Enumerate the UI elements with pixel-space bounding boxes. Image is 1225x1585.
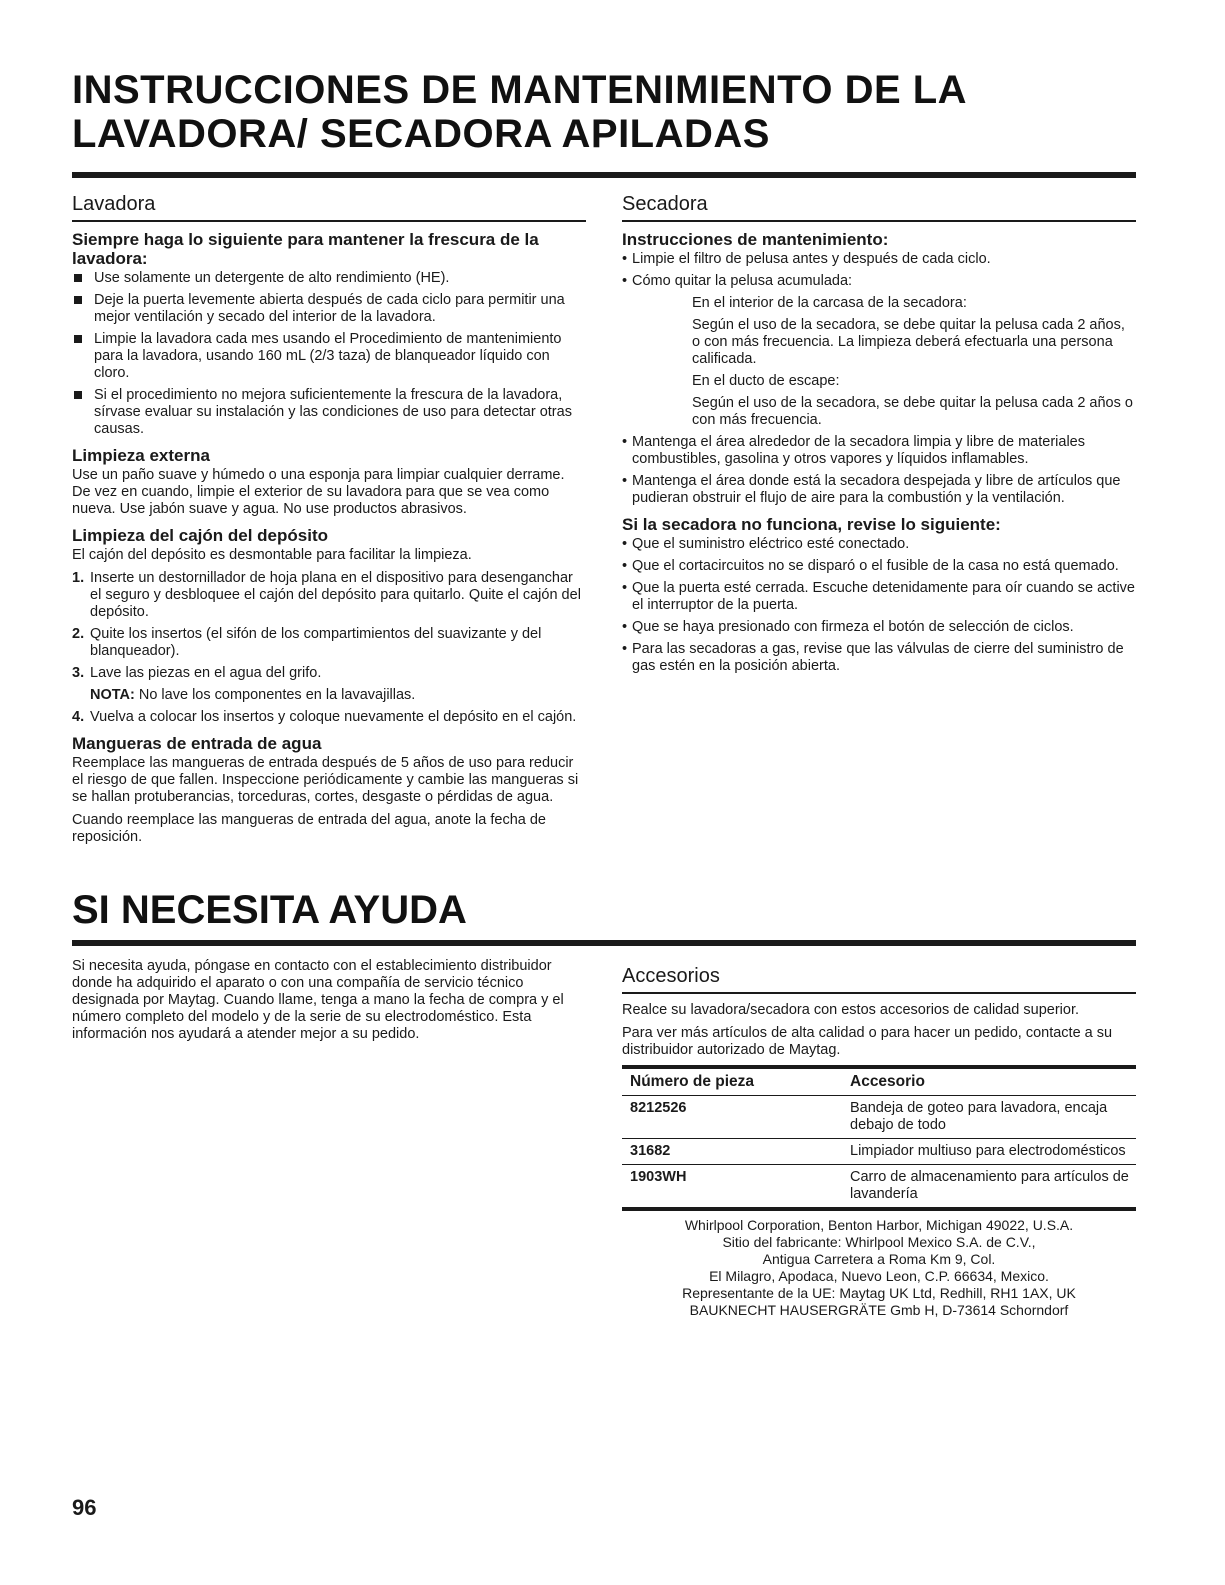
dryer-column <box>622 178 1136 852</box>
list-item: 2. Quite los insertos (el sifón de los compartimientos del suavizante y del blanqueador). <box>72 626 542 659</box>
list-item: • Que se haya presionado con firmeza el botón de selección de ciclos. <box>622 619 1074 635</box>
list-item: Deje la puerta levemente abierta después de cada ciclo para permitir una mejor ventilación y secado del interior de la lavadora. <box>72 292 586 326</box>
drawer-steps-cont <box>72 709 586 726</box>
page-title: INSTRUCCIONES DE MANTENIMIENTO DE LA LAVADORA/ SECADORA APILADAS <box>72 68 966 156</box>
accessory-name: Carro de almacenamiento para artículos de lavandería <box>842 1165 1136 1210</box>
dryer-rule <box>622 220 1136 222</box>
washer-heading: Lavadora <box>72 193 156 215</box>
accessories-column <box>622 946 1136 1319</box>
dryer-indent-4: Según el uso de la secadora, se debe quitar la pelusa cada 2 años o con más frecuencia. <box>692 395 1133 428</box>
list-item: • Cómo quitar la pelusa acumulada: <box>622 273 853 289</box>
list-item: • Mantenga el área donde está la secadora despejada y libre de artículos que pudieran obstruir el flujo de aire para la combustión y la ventilación. <box>622 473 1121 506</box>
dryer-maint-list <box>622 251 1136 290</box>
drawer-cleaning-heading: Limpieza del cajón del depósito <box>72 526 328 545</box>
bullet-icon: • <box>622 273 628 289</box>
list-item: 1. Inserte un destornillador de hoja plana en el dispositivo para desenganchar el seguro y desbloquee el cajón del depósito para quitarlo. Quite el cajón del depósito. <box>72 570 581 620</box>
list-item: • Para las secadoras a gas, revise que las válvulas de cierre del suministro de gas estén en la posición abierta. <box>622 641 1124 674</box>
list-item: • Que el suministro eléctrico esté conectado. <box>622 536 910 552</box>
washer-column <box>72 178 586 852</box>
dryer-maint-list-2 <box>622 434 1136 507</box>
square-bullet-icon <box>74 335 82 343</box>
hoses-heading: Mangueras de entrada de agua <box>72 734 322 753</box>
bullet-icon: • <box>622 473 628 489</box>
help-section <box>72 888 1136 1319</box>
drawer-steps <box>72 570 586 682</box>
bullet-icon: • <box>622 434 628 450</box>
drawer-intro: El cajón del depósito es desmontable para facilitar la limpieza. <box>72 547 472 563</box>
help-column <box>72 946 586 1319</box>
maintenance-columns <box>72 178 1136 852</box>
external-cleaning-heading: Limpieza externa <box>72 446 210 465</box>
manufacturer-address: Whirlpool Corporation, Benton Harbor, Michigan 49022, U.S.A. Sitio del fabricante: Whirlpool Mexico S.A. de C.V., Antigua Carretera a Roma Km 9, Col. El Milagro, Apodaca, Nuevo Leon, C.P. 66634, Mexico. Representante de la UE: Maytag UK Ltd, Redhill, RH1 1AX, UK BAUKNECHT HAUSERGRÄTE Gmb H, D-73614 Schorndorf <box>682 1217 1076 1318</box>
bullet-icon: • <box>622 251 628 267</box>
dryer-check-heading: Si la secadora no funciona, revise lo siguiente: <box>622 515 1001 534</box>
accessory-name: Bandeja de goteo para lavadora, encaja debajo de todo <box>842 1096 1136 1139</box>
list-item: • Limpie el filtro de pelusa antes y después de cada ciclo. <box>622 251 991 267</box>
hoses-text-1: Reemplace las mangueras de entrada después de 5 años de uso para reducir el riesgo de que fallen. Inspeccione periódicamente y cambie las mangueras si se hallan protuberancias, torceduras, cortes, desgaste o pérdidas de agua. <box>72 755 579 805</box>
accessories-rule <box>622 992 1136 994</box>
list-item: Si el procedimiento no mejora suficientemente la frescura de la lavadora, sírvase evaluar su instalación y las condiciones de uso para detectar otras causas. <box>72 387 586 438</box>
accessories-table <box>622 1065 1136 1211</box>
col-part-header: Número de pieza <box>622 1067 842 1096</box>
list-item: Limpie la lavadora cada mes usando el Procedimiento de mantenimiento para la lavadora, usando 160 mL (2/3 taza) de blanqueador líquido con cloro. <box>72 331 586 382</box>
page <box>72 68 1136 1319</box>
square-bullet-icon <box>74 274 82 282</box>
part-number: 8212526 <box>622 1096 842 1139</box>
table-row <box>622 1139 1136 1165</box>
list-item: Use solamente un detergente de alto rendimiento (HE). <box>72 270 586 287</box>
bullet-icon: • <box>622 619 628 635</box>
dryer-indent-2: Según el uso de la secadora, se debe quitar la pelusa cada 2 años, o con más frecuencia. La limpieza deberá efectuarla una persona calificada. <box>692 317 1125 367</box>
table-row <box>622 1165 1136 1210</box>
help-columns <box>72 946 1136 1319</box>
washer-rule <box>72 220 586 222</box>
help-title: SI NECESITA AYUDA <box>72 888 467 932</box>
bullet-icon: • <box>622 536 628 552</box>
list-item: 3. Lave las piezas en el agua del grifo. <box>72 665 322 681</box>
accessories-text-2: Para ver más artículos de alta calidad o para hacer un pedido, contacte a su distribuidor autorizado de Maytag. <box>622 1025 1113 1058</box>
dryer-indent-1: En el interior de la carcasa de la secadora: <box>692 295 967 311</box>
bullet-icon: • <box>622 580 628 596</box>
bullet-icon: • <box>622 558 628 574</box>
dryer-check-list <box>622 536 1136 675</box>
list-item: 4. Vuelva a colocar los insertos y coloque nuevamente el depósito en el cajón. <box>72 709 577 725</box>
bullet-icon: • <box>622 641 628 657</box>
square-bullet-icon <box>74 296 82 304</box>
square-bullet-icon <box>74 391 82 399</box>
list-item: • Mantenga el área alrededor de la secadora limpia y libre de materiales combustibles, gasolina y otros vapores y líquidos inflamables. <box>622 434 1085 467</box>
accessory-name: Limpiador multiuso para electrodomésticos <box>842 1139 1136 1165</box>
hoses-text-2: Cuando reemplace las mangueras de entrada del agua, anote la fecha de reposición. <box>72 812 546 845</box>
nota: NOTA: No lave los componentes en la lavavajillas. <box>90 687 416 703</box>
dryer-indent-3: En el ducto de escape: <box>692 373 840 389</box>
table-header-row <box>622 1067 1136 1096</box>
page-number: 96 <box>72 1495 97 1520</box>
help-text: Si necesita ayuda, póngase en contacto con el establecimiento distribuidor donde ha adquirido el aparato o con una compañía de servicio técnico designada por Maytag. Cuando llame, tenga a mano la fecha de compra y el número completo del modelo y de la serie de su electrodoméstico. Esta información nos ayudará a atender mejor a su pedido. <box>72 958 564 1042</box>
dryer-heading: Secadora <box>622 193 708 215</box>
external-cleaning-text: Use un paño suave y húmedo o una esponja para limpiar cualquier derrame. De vez en cuando, limpie el exterior de su lavadora para que se vea como nueva. Use jabón suave y agua. No use productos abrasivos. <box>72 467 565 517</box>
nota-label: NOTA: <box>90 687 135 703</box>
washer-always-list <box>72 270 586 438</box>
col-accessory-header: Accesorio <box>842 1067 1136 1096</box>
accessories-heading: Accesorios <box>622 965 720 987</box>
part-number: 1903WH <box>622 1165 842 1210</box>
washer-always-heading: Siempre haga lo siguiente para mantener la frescura de la lavadora: <box>72 230 539 268</box>
list-item: • Que el cortacircuitos no se disparó o el fusible de la casa no está quemado. <box>622 558 1119 574</box>
table-row <box>622 1096 1136 1139</box>
part-number: 31682 <box>622 1139 842 1165</box>
accessories-text-1: Realce su lavadora/secadora con estos accesorios de calidad superior. <box>622 1002 1080 1018</box>
list-item: • Que la puerta esté cerrada. Escuche detenidamente para oír cuando se active el interruptor de la puerta. <box>622 580 1135 613</box>
dryer-maint-heading: Instrucciones de mantenimiento: <box>622 230 889 249</box>
